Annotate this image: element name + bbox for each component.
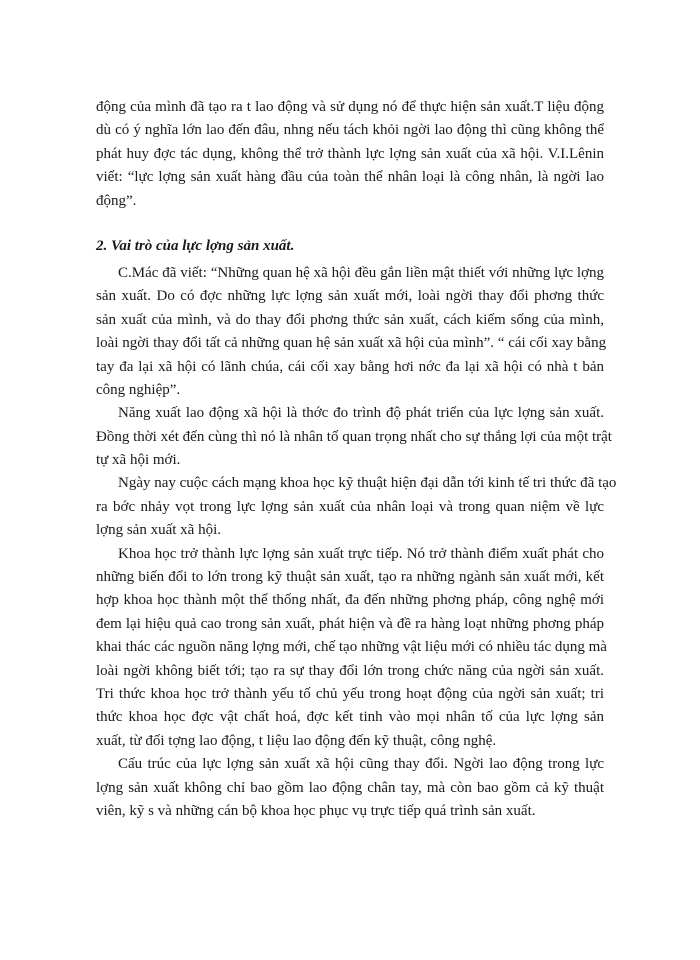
paragraph-science-force <box>96 543 607 754</box>
paragraph-productivity <box>96 402 612 472</box>
text-line: lợng sản xuất không chỉ bao gồm lao động chân tay, mà còn bao gồm cả kỹ thuật <box>96 779 604 796</box>
text-line: Tri thức khoa học trở thành yếu tố chủ yếu trong hoạt động của ngời sản xuất; tri <box>96 685 604 702</box>
text-line: Năng xuất lao động xã hội là thớc đo trình độ phát triển của lực lợng sản xuất. <box>118 405 604 422</box>
text-line: dù có ý nghĩa lớn lao đến đâu, nhng nếu tách khỏi ngời lao động thì cũng không thể <box>96 122 604 139</box>
text-line: viết: “lực lợng sản xuất hàng đầu của toàn thể nhân loại là công nhân, là ngời lao <box>96 169 604 186</box>
text-line: đem lại hiệu quả cao trong sản xuất, phát hiện và đề ra hàng loạt những phơng pháp <box>96 615 604 632</box>
text-line: công nghiệp”. <box>96 381 181 398</box>
text-line: khai thác các nguồn năng lợng mới, chế tạo những vật liệu mới có nhiều tác dụng mà <box>96 639 607 656</box>
text-line: sản xuất. Do có đợc những lực lợng sản xuất mới, loài ngời thay đổi phơng thức <box>96 288 604 305</box>
text-line: phát huy đợc tác dụng, không thể trở thành lực lợng sản xuất của xã hội. V.I.Lênin <box>96 145 604 162</box>
paragraph-labor-continuation <box>96 96 604 213</box>
text-line: tự xã hội mới. <box>96 452 181 469</box>
paragraph-tech-revolution <box>96 472 617 542</box>
text-line: Cấu trúc của lực lợng sản xuất xã hội cũng thay đổi. Ngời lao động trong lực <box>118 756 604 773</box>
text-line: những biến đổi to lớn trong kỹ thuật sản xuất, tạo ra những ngành sản xuất mới, kết <box>96 569 604 586</box>
text-line: Đồng thời xét đến cùng thì nó là nhân tố quan trọng nhất cho sự thắng lợi của một trật <box>96 428 612 445</box>
text-line: động của mình đã tạo ra t lao động và sử dụng nó để thực hiện sản xuất.T liệu động <box>96 99 604 115</box>
text-line: hợp khoa học thành một thể thống nhất, đa đến những phơng pháp, công nghệ mới <box>96 592 604 609</box>
section-heading: 2. Vai trò của lực lợng sản xuất. <box>96 237 295 254</box>
text-line: động”. <box>96 192 137 209</box>
text-line: lợng sản xuất xã hội. <box>96 522 221 539</box>
text-line: Khoa học trở thành lực lợng sản xuất trực tiếp. Nó trở thành điểm xuất phát cho <box>118 545 604 562</box>
text-line: Ngày nay cuộc cách mạng khoa học kỹ thuật hiện đại dẫn tới kinh tế tri thức đã tạo <box>118 475 617 492</box>
text-line: loài ngời không biết tới; tạo ra sự thay đổi lớn trong chức năng của ngời sản xuất. <box>96 662 604 679</box>
text-line: loài ngời thay đổi tất cả những quan hệ sản xuất xã hội của mình”. “ cái cối xay bằng <box>96 335 607 352</box>
document-body <box>96 96 617 823</box>
text-line: tay đa lại xã hội có lãnh chúa, cái cối xay bằng hơi nớc đa lại xã hội có nhà t bản <box>96 358 604 375</box>
text-line: viên, kỹ s và những cán bộ khoa học phục vụ trực tiếp quá trình sản xuất. <box>96 802 536 819</box>
paragraph-marx-quote <box>96 262 607 402</box>
text-line: xuất, từ đối tợng lao động, t liệu lao động đến kỹ thuật, công nghệ. <box>96 732 497 749</box>
text-line: C.Mác đã viết: “Những quan hệ xã hội đều gắn liền mật thiết với những lực lợng <box>118 264 604 281</box>
text-line: sản xuất của mình, và do thay đổi phơng thức sản xuất, cách kiếm sống của mình, <box>96 311 604 328</box>
paragraph-structure <box>96 753 604 823</box>
text-line: ra bớc nhảy vọt trong lực lợng sản xuất của nhân loại và trong quan niệm về lực <box>96 498 604 515</box>
text-line: thức khoa học đợc vật chất hoá, đợc kết tinh vào mọi nhân tố của lực lợng sản <box>96 709 604 726</box>
